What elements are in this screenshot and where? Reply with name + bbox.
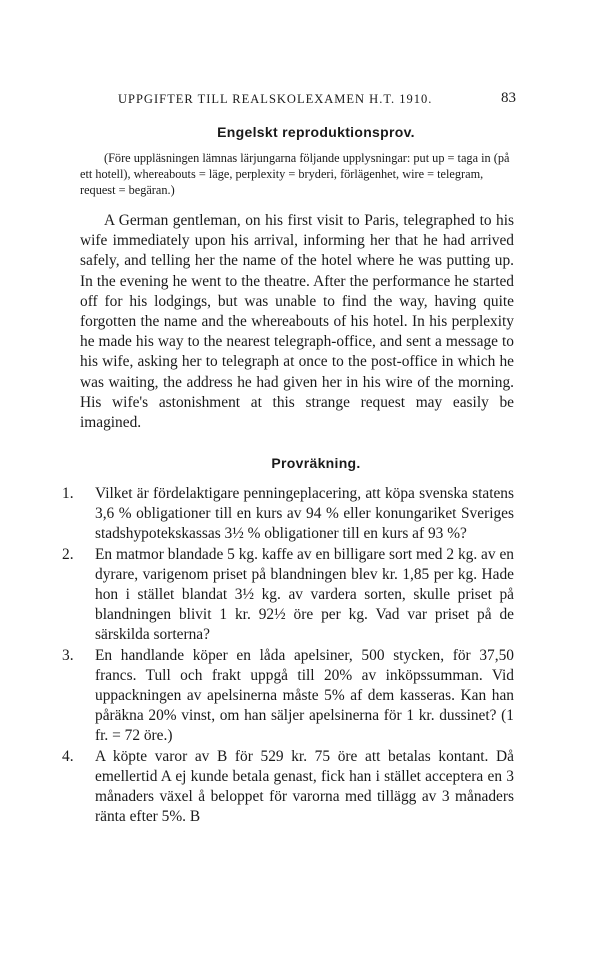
problem-number: 4. bbox=[62, 747, 74, 765]
problem-text: Vilket är fördelaktigare penningeplacering, att köpa svenska statens 3,6 % obligationer till en kurs av 94 % eller konungariket Sveriges stadshypotekskassas 3½ % obligationer till en kurs af 93 %? bbox=[95, 485, 514, 543]
section-heading-arithmetic: Provräkning. bbox=[271, 455, 361, 471]
instructions-note bbox=[80, 150, 514, 198]
problem-number: 2. bbox=[62, 545, 74, 563]
problem-text: En handlande köper en låda apelsiner, 500 stycken, för 37,50 francs. Tull och frakt uppgå till 20% av inköpssumman. Vid uppackningen av apelsinerna måste 5% af dem kasseras. Kan han påräkna 20% vinst, om han säljer apelsinerna för 1 kr. dussinet? (1 fr. = 72 öre.) bbox=[95, 646, 514, 745]
problem-item bbox=[62, 747, 514, 828]
problem-item bbox=[62, 484, 514, 545]
problem-text: A köpte varor av B för 529 kr. 75 öre att betalas kontant. Då emellertid A ej kunde betala genast, fick han i stället acceptera en 3 månaders växel å beloppet för varorna med tillägg av 3 månaders ränta efter 5%. B bbox=[95, 747, 514, 826]
problem-item bbox=[62, 545, 514, 646]
problem-number: 1. bbox=[62, 485, 74, 502]
reproduction-passage bbox=[80, 211, 514, 433]
section-heading-english: Engelskt reproduktionsprov. bbox=[217, 124, 415, 140]
problem-list bbox=[62, 484, 514, 827]
problem-number: 3. bbox=[62, 646, 74, 664]
instructions-text: (Före uppläsningen lämnas lärjungarna följande upplysningar: put up = taga in (på ett hotell), whereabouts = läge, perplexity = bryderi, förlägenhet, wire = telegram, request = begäran.) bbox=[80, 151, 510, 197]
running-title: UPPGIFTER TILL REALSKOLEXAMEN H.T. 1910. bbox=[118, 92, 433, 106]
page-number: 83 bbox=[501, 90, 516, 106]
problem-item bbox=[62, 646, 514, 747]
problem-text: En matmor blandade 5 kg. kaffe av en billigare sort med 2 kg. av en dyrare, varigenom priset på blandningen blev kr. 1,85 per kg. Hade hon i stället blandat 3½ kg. av vardera sorten, skulle priset på blandningen blivit 1 kr. 92½ öre per kg. Vad var priset på de särskilda sorterna? bbox=[95, 545, 514, 644]
passage-text: A German gentleman, on his first visit to Paris, telegraphed to his wife immediately upon his arrival, informing her that he had arrived safely, and telling her the name of the hotel where he was putting up. In the evening he went to the theatre. After the performance he started off for his lodgings, but was unable to find the way, having quite forgotten the name and the whereabouts of his hotel. In his perplexity he made his way to the nearest telegraph-office, and sent a message to his wife, asking her to telegraph at once to the post-office in which he was waiting, the address he had given her in his wire of the morning. His wife's astonishment at this strange request may easily be imagined. bbox=[80, 212, 514, 432]
